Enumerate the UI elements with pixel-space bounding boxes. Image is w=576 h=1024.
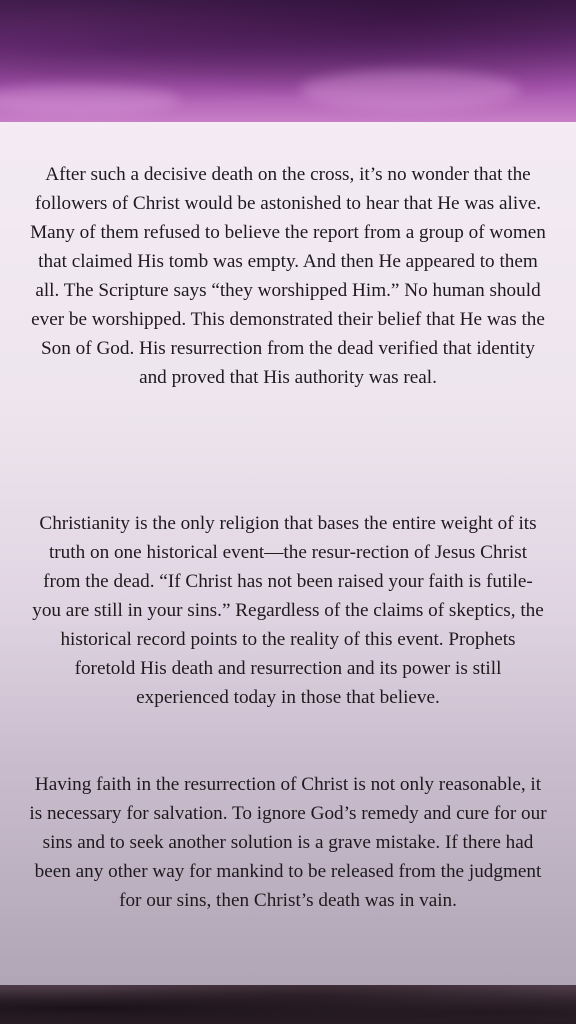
cloud-shape [0,85,180,115]
sky-background-image [0,0,576,122]
paragraph-1: After such a decisive death on the cross, it’s no wonder that the followers of Christ would be astonished to hear that He was alive. Many of them refused to believe the report from a group of women that claimed His tomb was empty. And then He appeared to them all. The Scripture says “they worshipped Him.” No human should ever be worshipped. This demonstrated their belief that He was the Son of God. His resurrection from the dead verified that identity and proved that His authority was real. [30,164,546,388]
paragraph-2: Christianity is the only religion that bases the entire weight of its truth on one historical event—the resur-rection of Jesus Christ from the dead. “If Christ has not been raised your faith is futile- you are still in your sins.” Regardless of the claims of skeptics, the historical record points to the reality of this event. Prophets foretold His death and resurrection and its power is still experienced today in those that believe. [32,513,544,708]
cloud-shape [300,70,520,110]
rocks-background-image [0,985,576,1024]
paragraph-3: Having faith in the resurrection of Christ is not only reasonable, it is necessary for salvation. To ignore God’s remedy and cure for our sins and to seek another solution is a grave mistake. If there had been any other way for mankind to be released from the judgment for our sins, then Christ’s death was in vain. [29,774,547,911]
